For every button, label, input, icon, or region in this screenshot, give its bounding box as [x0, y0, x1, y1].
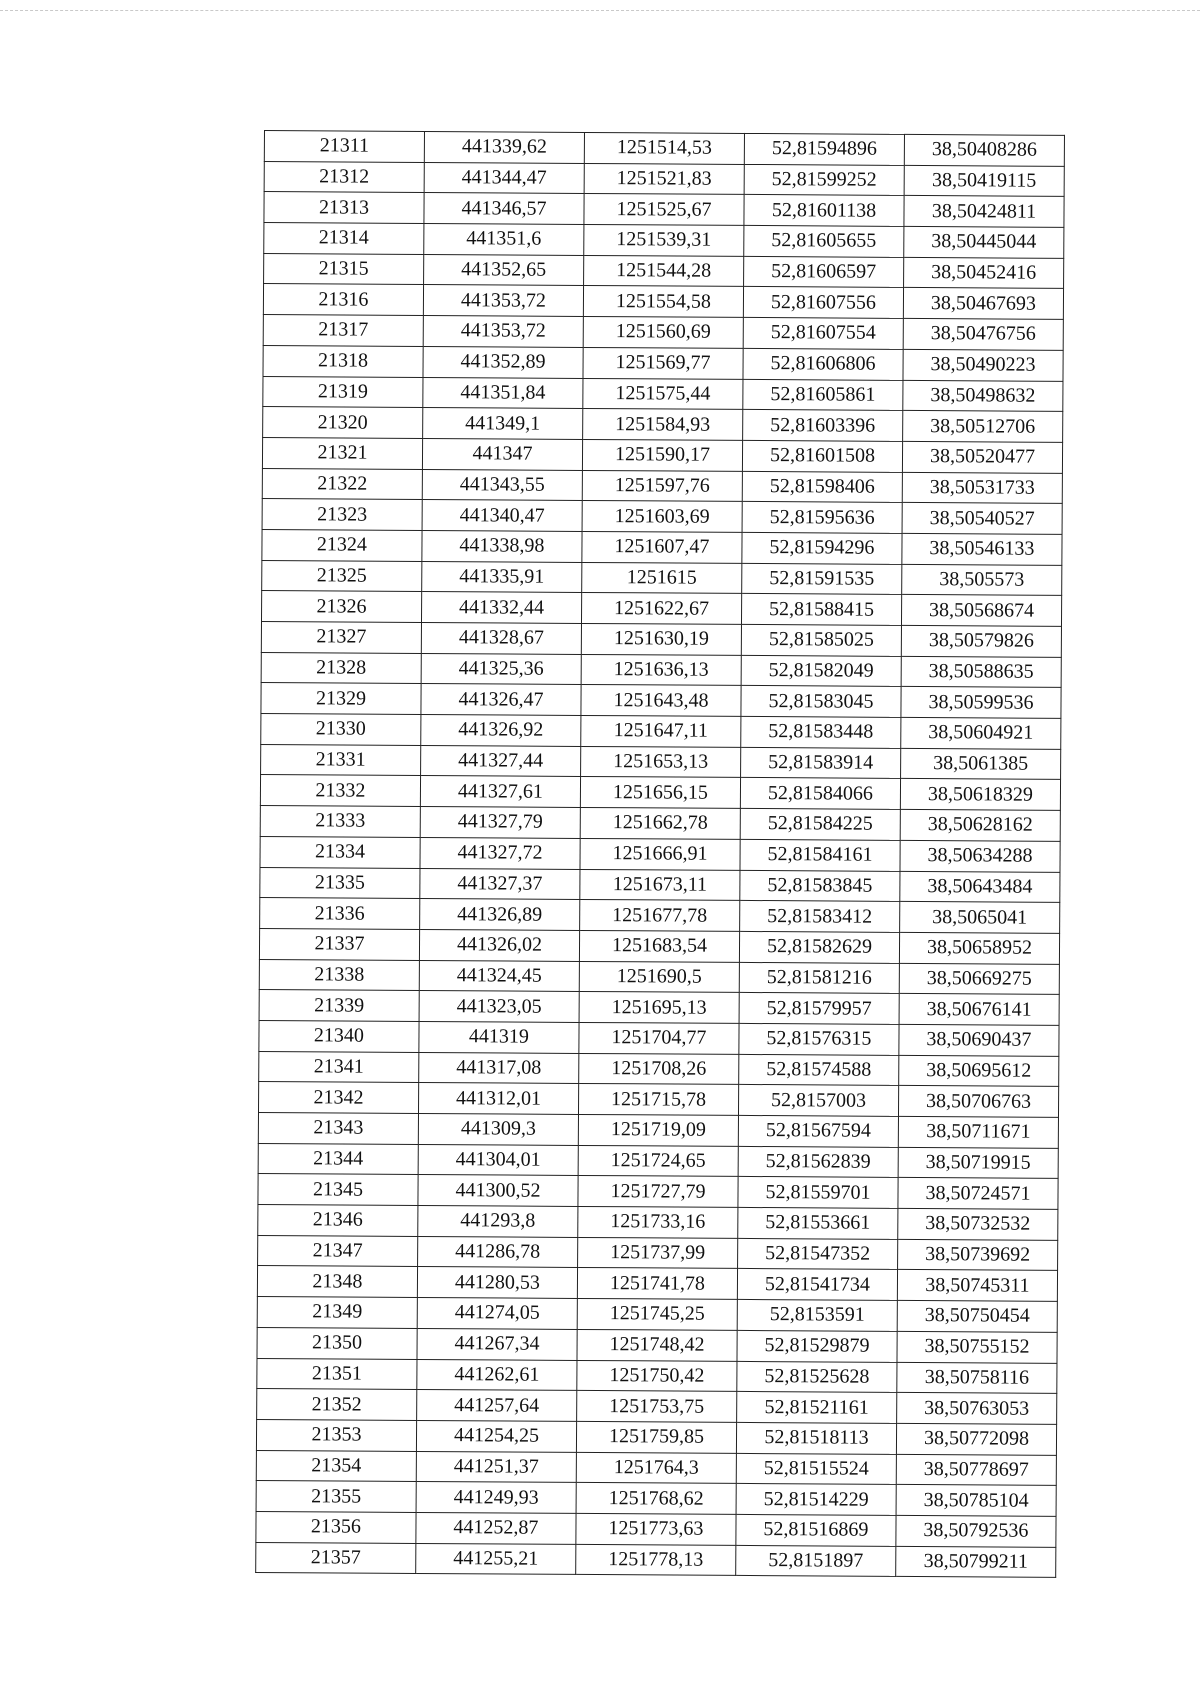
point-number-cell: 21329 — [261, 683, 421, 715]
longitude-cell: 38,50546133 — [902, 533, 1062, 565]
x-coordinate-cell: 441286,78 — [418, 1236, 578, 1268]
table-row — [264, 253, 1064, 289]
x-coordinate-cell: 441251,37 — [416, 1451, 576, 1483]
table-row — [259, 1020, 1059, 1056]
point-number-cell: 21317 — [263, 315, 423, 347]
y-coordinate-cell: 1251636,13 — [581, 654, 741, 686]
x-coordinate-cell: 441327,79 — [420, 807, 580, 839]
table-row — [263, 345, 1063, 381]
longitude-cell: 38,50724571 — [898, 1178, 1058, 1210]
x-coordinate-cell: 441335,91 — [422, 561, 582, 593]
x-coordinate-cell: 441326,47 — [421, 684, 581, 716]
y-coordinate-cell: 1251741,78 — [577, 1268, 737, 1300]
point-number-cell: 21357 — [256, 1542, 416, 1574]
table-row — [261, 714, 1061, 750]
point-number-cell: 21312 — [264, 161, 424, 193]
longitude-cell: 38,50628162 — [900, 810, 1060, 842]
point-number-cell: 21332 — [260, 775, 420, 807]
longitude-cell: 38,50711671 — [898, 1116, 1058, 1148]
table-row — [264, 161, 1064, 197]
table-row — [260, 867, 1060, 903]
point-number-cell: 21347 — [258, 1235, 418, 1267]
latitude-cell: 52,81516869 — [736, 1514, 896, 1546]
latitude-cell: 52,81591535 — [742, 563, 902, 595]
longitude-cell: 38,50732532 — [898, 1208, 1058, 1240]
latitude-cell: 52,81559701 — [738, 1177, 898, 1209]
point-number-cell: 21350 — [257, 1327, 417, 1359]
x-coordinate-cell: 441328,67 — [421, 622, 581, 654]
y-coordinate-cell: 1251630,19 — [581, 623, 741, 655]
x-coordinate-cell: 441332,44 — [421, 592, 581, 624]
latitude-cell: 52,81599252 — [744, 164, 904, 196]
latitude-cell: 52,81603396 — [743, 410, 903, 442]
y-coordinate-cell: 1251768,62 — [576, 1483, 736, 1515]
x-coordinate-cell: 441326,02 — [419, 929, 579, 961]
point-number-cell: 21327 — [261, 621, 421, 653]
y-coordinate-cell: 1251647,11 — [581, 716, 741, 748]
table-row — [256, 1542, 1056, 1578]
x-coordinate-cell: 441346,57 — [424, 193, 584, 225]
latitude-cell: 52,81547352 — [738, 1238, 898, 1270]
y-coordinate-cell: 1251695,13 — [579, 992, 739, 1024]
y-coordinate-cell: 1251727,79 — [578, 1176, 738, 1208]
point-number-cell: 21346 — [258, 1205, 418, 1237]
table-row — [260, 806, 1060, 842]
table-row — [262, 499, 1062, 535]
y-coordinate-cell: 1251525,67 — [584, 194, 744, 226]
x-coordinate-cell: 441351,84 — [423, 377, 583, 409]
point-number-cell: 21341 — [259, 1051, 419, 1083]
longitude-cell: 38,50695612 — [899, 1055, 1059, 1087]
longitude-cell: 38,50799211 — [896, 1546, 1056, 1578]
latitude-cell: 52,81567594 — [738, 1115, 898, 1147]
point-number-cell: 21325 — [262, 560, 422, 592]
point-number-cell: 21353 — [256, 1419, 416, 1451]
table-row — [262, 468, 1062, 504]
table-row — [258, 1082, 1058, 1118]
table-row — [262, 437, 1062, 473]
point-number-cell: 21331 — [261, 744, 421, 776]
point-number-cell: 21311 — [264, 131, 424, 163]
y-coordinate-cell: 1251622,67 — [581, 593, 741, 625]
y-coordinate-cell: 1251615 — [582, 562, 742, 594]
latitude-cell: 52,81562839 — [738, 1146, 898, 1178]
y-coordinate-cell: 1251778,13 — [576, 1544, 736, 1576]
longitude-cell: 38,50490223 — [903, 349, 1063, 381]
table-row — [261, 591, 1061, 627]
latitude-cell: 52,8157003 — [738, 1085, 898, 1117]
longitude-cell: 38,50755152 — [897, 1331, 1057, 1363]
longitude-cell: 38,50520477 — [902, 441, 1062, 473]
point-number-cell: 21313 — [264, 192, 424, 224]
y-coordinate-cell: 1251656,15 — [580, 777, 740, 809]
table-row — [260, 898, 1060, 934]
y-coordinate-cell: 1251544,28 — [584, 255, 744, 287]
y-coordinate-cell: 1251733,16 — [578, 1207, 738, 1239]
y-coordinate-cell: 1251764,3 — [576, 1452, 736, 1484]
x-coordinate-cell: 441349,1 — [423, 408, 583, 440]
latitude-cell: 52,81529879 — [737, 1330, 897, 1362]
x-coordinate-cell: 441325,36 — [421, 653, 581, 685]
point-number-cell: 21319 — [263, 376, 423, 408]
table-row — [261, 744, 1061, 780]
x-coordinate-cell: 441309,3 — [418, 1113, 578, 1145]
y-coordinate-cell: 1251590,17 — [582, 439, 742, 471]
latitude-cell: 52,81585025 — [741, 624, 901, 656]
x-coordinate-cell: 441280,53 — [417, 1267, 577, 1299]
x-coordinate-cell: 441304,01 — [418, 1144, 578, 1176]
table-row — [257, 1358, 1057, 1394]
table-row — [261, 621, 1061, 657]
longitude-cell: 38,50512706 — [903, 411, 1063, 443]
point-number-cell: 21334 — [260, 836, 420, 868]
point-number-cell: 21352 — [257, 1389, 417, 1421]
y-coordinate-cell: 1251514,53 — [584, 132, 744, 164]
point-number-cell: 21338 — [259, 959, 419, 991]
table-row — [264, 192, 1064, 228]
point-number-cell: 21336 — [260, 898, 420, 930]
point-number-cell: 21320 — [263, 407, 423, 439]
latitude-cell: 52,81583045 — [741, 686, 901, 718]
point-number-cell: 21322 — [262, 468, 422, 500]
y-coordinate-cell: 1251750,42 — [577, 1360, 737, 1392]
table-row — [258, 1112, 1058, 1148]
table-row — [258, 1174, 1058, 1210]
latitude-cell: 52,81595636 — [742, 502, 902, 534]
coordinates-table-body — [256, 131, 1065, 1578]
longitude-cell: 38,50758116 — [897, 1362, 1057, 1394]
table-row — [257, 1327, 1057, 1363]
x-coordinate-cell: 441343,55 — [422, 469, 582, 501]
point-number-cell: 21342 — [258, 1082, 418, 1114]
x-coordinate-cell: 441353,72 — [423, 316, 583, 348]
longitude-cell: 38,50719915 — [898, 1147, 1058, 1179]
latitude-cell: 52,81583914 — [741, 747, 901, 779]
x-coordinate-cell: 441327,37 — [420, 868, 580, 900]
x-coordinate-cell: 441252,87 — [416, 1512, 576, 1544]
longitude-cell: 38,50419115 — [904, 165, 1064, 197]
longitude-cell: 38,50579826 — [901, 625, 1061, 657]
y-coordinate-cell: 1251748,42 — [577, 1329, 737, 1361]
x-coordinate-cell: 441254,25 — [416, 1420, 576, 1452]
scan-top-edge — [0, 10, 1200, 11]
latitude-cell: 52,81583448 — [741, 716, 901, 748]
y-coordinate-cell: 1251603,69 — [582, 501, 742, 533]
table-row — [259, 959, 1059, 995]
x-coordinate-cell: 441300,52 — [418, 1175, 578, 1207]
longitude-cell: 38,50467693 — [903, 288, 1063, 320]
longitude-cell: 38,50778697 — [896, 1454, 1056, 1486]
point-number-cell: 21345 — [258, 1174, 418, 1206]
x-coordinate-cell: 441257,64 — [417, 1390, 577, 1422]
coordinates-table — [255, 130, 1065, 1578]
x-coordinate-cell: 441262,61 — [417, 1359, 577, 1391]
point-number-cell: 21328 — [261, 652, 421, 684]
longitude-cell: 38,50658952 — [899, 932, 1059, 964]
longitude-cell: 38,50634288 — [900, 840, 1060, 872]
table-row — [258, 1143, 1058, 1179]
x-coordinate-cell: 441353,72 — [423, 285, 583, 317]
latitude-cell: 52,81607556 — [743, 287, 903, 319]
y-coordinate-cell: 1251653,13 — [581, 746, 741, 778]
longitude-cell: 38,505573 — [902, 564, 1062, 596]
y-coordinate-cell: 1251737,99 — [578, 1237, 738, 1269]
latitude-cell: 52,81605861 — [743, 379, 903, 411]
table-row — [256, 1419, 1056, 1455]
y-coordinate-cell: 1251704,77 — [579, 1022, 739, 1054]
x-coordinate-cell: 441327,61 — [420, 776, 580, 808]
latitude-cell: 52,81601138 — [744, 195, 904, 227]
x-coordinate-cell: 441293,8 — [418, 1206, 578, 1238]
latitude-cell: 52,81582629 — [739, 931, 899, 963]
x-coordinate-cell: 441327,72 — [420, 837, 580, 869]
x-coordinate-cell: 441319 — [419, 1021, 579, 1053]
latitude-cell: 52,81584225 — [740, 809, 900, 841]
y-coordinate-cell: 1251690,5 — [579, 961, 739, 993]
x-coordinate-cell: 441249,93 — [416, 1482, 576, 1514]
latitude-cell: 52,81583412 — [740, 901, 900, 933]
table-row — [263, 315, 1063, 351]
table-row — [259, 928, 1059, 964]
x-coordinate-cell: 441326,92 — [421, 715, 581, 747]
table-row — [256, 1481, 1056, 1517]
table-row — [261, 683, 1061, 719]
longitude-cell: 38,50643484 — [900, 871, 1060, 903]
longitude-cell: 38,50408286 — [904, 134, 1064, 166]
table-row — [264, 131, 1064, 167]
latitude-cell: 52,81514229 — [736, 1484, 896, 1516]
latitude-cell: 52,81584161 — [740, 839, 900, 871]
y-coordinate-cell: 1251715,78 — [578, 1084, 738, 1116]
x-coordinate-cell: 441327,44 — [421, 745, 581, 777]
table-row — [258, 1205, 1058, 1241]
x-coordinate-cell: 441352,65 — [424, 254, 584, 286]
longitude-cell: 38,50750454 — [897, 1301, 1057, 1333]
latitude-cell: 52,81606597 — [744, 256, 904, 288]
table-row — [263, 284, 1063, 320]
latitude-cell: 52,81515524 — [736, 1453, 896, 1485]
point-number-cell: 21348 — [257, 1266, 417, 1298]
latitude-cell: 52,81579957 — [739, 993, 899, 1025]
point-number-cell: 21318 — [263, 345, 423, 377]
longitude-cell: 38,50568674 — [901, 595, 1061, 627]
table-row — [261, 652, 1061, 688]
point-number-cell: 21315 — [264, 253, 424, 285]
x-coordinate-cell: 441340,47 — [422, 500, 582, 532]
table-row — [256, 1450, 1056, 1486]
longitude-cell: 38,50772098 — [896, 1423, 1056, 1455]
latitude-cell: 52,81594896 — [744, 133, 904, 165]
y-coordinate-cell: 1251708,26 — [579, 1053, 739, 1085]
latitude-cell: 52,8151897 — [736, 1545, 896, 1577]
latitude-cell: 52,81576315 — [739, 1023, 899, 1055]
table-row — [262, 560, 1062, 596]
longitude-cell: 38,50792536 — [896, 1515, 1056, 1547]
point-number-cell: 21356 — [256, 1511, 416, 1543]
table-row — [263, 407, 1063, 443]
y-coordinate-cell: 1251683,54 — [579, 930, 739, 962]
y-coordinate-cell: 1251673,11 — [580, 869, 740, 901]
longitude-cell: 38,50531733 — [902, 472, 1062, 504]
x-coordinate-cell: 441339,62 — [424, 131, 584, 163]
y-coordinate-cell: 1251569,77 — [583, 347, 743, 379]
point-number-cell: 21321 — [262, 437, 422, 469]
y-coordinate-cell: 1251759,85 — [576, 1421, 736, 1453]
x-coordinate-cell: 441267,34 — [417, 1328, 577, 1360]
x-coordinate-cell: 441323,05 — [419, 991, 579, 1023]
table-row — [259, 1051, 1059, 1087]
y-coordinate-cell: 1251677,78 — [580, 900, 740, 932]
longitude-cell: 38,5065041 — [900, 902, 1060, 934]
table-row — [260, 775, 1060, 811]
longitude-cell: 38,50785104 — [896, 1485, 1056, 1517]
longitude-cell: 38,50763053 — [897, 1393, 1057, 1425]
y-coordinate-cell: 1251773,63 — [576, 1513, 736, 1545]
latitude-cell: 52,81521161 — [737, 1392, 897, 1424]
point-number-cell: 21355 — [256, 1481, 416, 1513]
longitude-cell: 38,50540527 — [902, 503, 1062, 535]
point-number-cell: 21340 — [259, 1020, 419, 1052]
longitude-cell: 38,50618329 — [900, 779, 1060, 811]
longitude-cell: 38,50498632 — [903, 380, 1063, 412]
x-coordinate-cell: 441352,89 — [423, 346, 583, 378]
longitude-cell: 38,50690437 — [899, 1024, 1059, 1056]
latitude-cell: 52,81518113 — [736, 1422, 896, 1454]
y-coordinate-cell: 1251554,58 — [583, 286, 743, 318]
x-coordinate-cell: 441347 — [422, 438, 582, 470]
y-coordinate-cell: 1251539,31 — [584, 225, 744, 257]
x-coordinate-cell: 441274,05 — [417, 1298, 577, 1330]
table-row — [257, 1297, 1057, 1333]
point-number-cell: 21326 — [261, 591, 421, 623]
latitude-cell: 52,8153591 — [737, 1300, 897, 1332]
longitude-cell: 38,50739692 — [898, 1239, 1058, 1271]
table-row — [257, 1266, 1057, 1302]
table-row — [262, 529, 1062, 565]
y-coordinate-cell: 1251521,83 — [584, 163, 744, 195]
x-coordinate-cell: 441255,21 — [416, 1543, 576, 1575]
y-coordinate-cell: 1251662,78 — [580, 808, 740, 840]
table-row — [256, 1511, 1056, 1547]
x-coordinate-cell: 441338,98 — [422, 530, 582, 562]
y-coordinate-cell: 1251666,91 — [580, 838, 740, 870]
latitude-cell: 52,81584066 — [740, 778, 900, 810]
longitude-cell: 38,50599536 — [901, 687, 1061, 719]
y-coordinate-cell: 1251719,09 — [578, 1114, 738, 1146]
x-coordinate-cell: 441344,47 — [424, 162, 584, 194]
latitude-cell: 52,81588415 — [741, 594, 901, 626]
y-coordinate-cell: 1251753,75 — [577, 1391, 737, 1423]
latitude-cell: 52,81607554 — [743, 318, 903, 350]
latitude-cell: 52,81581216 — [739, 962, 899, 994]
y-coordinate-cell: 1251724,65 — [578, 1145, 738, 1177]
point-number-cell: 21335 — [260, 867, 420, 899]
point-number-cell: 21354 — [256, 1450, 416, 1482]
x-coordinate-cell: 441326,89 — [420, 899, 580, 931]
y-coordinate-cell: 1251643,48 — [581, 685, 741, 717]
point-number-cell: 21330 — [261, 714, 421, 746]
latitude-cell: 52,81541734 — [737, 1269, 897, 1301]
latitude-cell: 52,81605655 — [744, 225, 904, 257]
longitude-cell: 38,50706763 — [898, 1086, 1058, 1118]
x-coordinate-cell: 441324,45 — [419, 960, 579, 992]
longitude-cell: 38,50424811 — [904, 196, 1064, 228]
point-number-cell: 21324 — [262, 529, 422, 561]
y-coordinate-cell: 1251575,44 — [583, 378, 743, 410]
y-coordinate-cell: 1251584,93 — [583, 409, 743, 441]
point-number-cell: 21333 — [260, 806, 420, 838]
x-coordinate-cell: 441317,08 — [419, 1052, 579, 1084]
point-number-cell: 21351 — [257, 1358, 417, 1390]
longitude-cell: 38,50452416 — [904, 257, 1064, 289]
longitude-cell: 38,5061385 — [901, 748, 1061, 780]
point-number-cell: 21339 — [259, 990, 419, 1022]
longitude-cell: 38,50476756 — [903, 319, 1063, 351]
y-coordinate-cell: 1251745,25 — [577, 1299, 737, 1331]
longitude-cell: 38,50745311 — [897, 1270, 1057, 1302]
point-number-cell: 21337 — [259, 928, 419, 960]
latitude-cell: 52,81583845 — [740, 870, 900, 902]
point-number-cell: 21344 — [258, 1143, 418, 1175]
latitude-cell: 52,81594296 — [742, 532, 902, 564]
x-coordinate-cell: 441351,6 — [424, 224, 584, 256]
table-row — [264, 223, 1064, 259]
latitude-cell: 52,81574588 — [739, 1054, 899, 1086]
longitude-cell: 38,50604921 — [901, 717, 1061, 749]
table-row — [260, 836, 1060, 872]
latitude-cell: 52,81582049 — [741, 655, 901, 687]
point-number-cell: 21349 — [257, 1297, 417, 1329]
latitude-cell: 52,81598406 — [742, 471, 902, 503]
table-row — [259, 990, 1059, 1026]
latitude-cell: 52,81601508 — [742, 440, 902, 472]
table-row — [258, 1235, 1058, 1271]
longitude-cell: 38,50588635 — [901, 656, 1061, 688]
y-coordinate-cell: 1251560,69 — [583, 317, 743, 349]
table-row — [257, 1389, 1057, 1425]
latitude-cell: 52,81525628 — [737, 1361, 897, 1393]
table-row — [263, 376, 1063, 412]
x-coordinate-cell: 441312,01 — [418, 1083, 578, 1115]
point-number-cell: 21314 — [264, 223, 424, 255]
longitude-cell: 38,50445044 — [904, 226, 1064, 258]
latitude-cell: 52,81553661 — [738, 1207, 898, 1239]
point-number-cell: 21323 — [262, 499, 422, 531]
latitude-cell: 52,81606806 — [743, 348, 903, 380]
point-number-cell: 21316 — [263, 284, 423, 316]
point-number-cell: 21343 — [258, 1112, 418, 1144]
y-coordinate-cell: 1251607,47 — [582, 531, 742, 563]
longitude-cell: 38,50669275 — [899, 963, 1059, 995]
y-coordinate-cell: 1251597,76 — [582, 470, 742, 502]
longitude-cell: 38,50676141 — [899, 994, 1059, 1026]
